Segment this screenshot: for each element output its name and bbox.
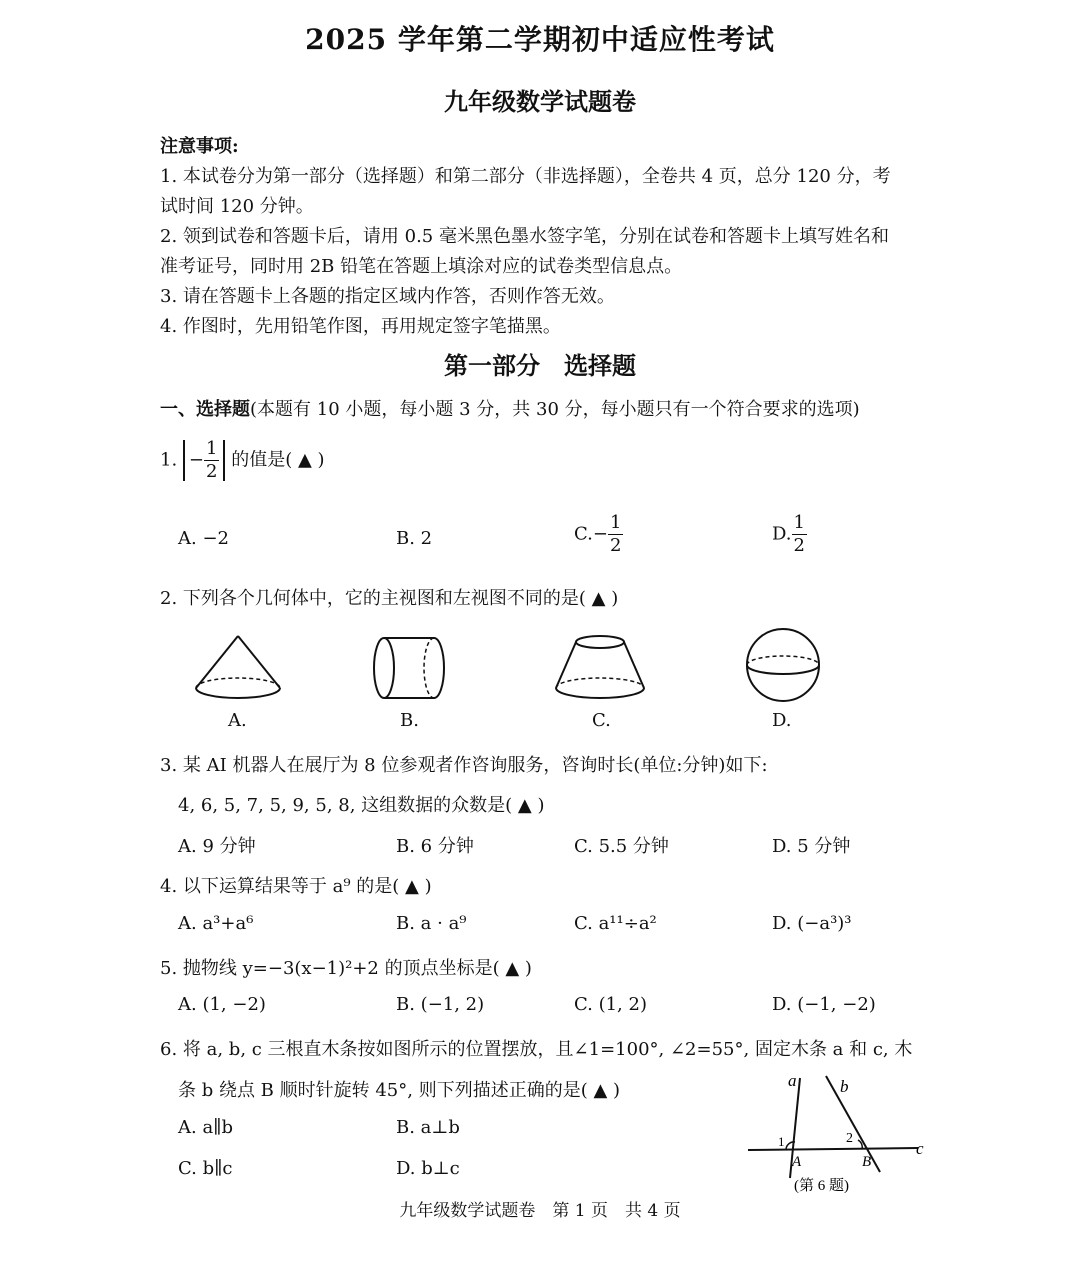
- q6-option-b: B. a⊥b: [396, 1117, 460, 1138]
- q1-option-c-num: 1: [609, 512, 622, 533]
- q3-option-a: A. 9 分钟: [178, 836, 256, 857]
- section-heading-line: [160, 395, 860, 421]
- q4-option-b: B. a · a⁹: [396, 913, 467, 934]
- note-line: 准考证号，同时用 2B 铅笔在答题上填涂对应的试卷类型信息点。: [160, 256, 683, 277]
- fig-label-1: 1: [778, 1134, 785, 1149]
- q1-option-d: [772, 514, 807, 555]
- q4-option-c: C. a¹¹÷a²: [574, 913, 657, 934]
- q5-option-b: B. (−1, 2): [396, 994, 485, 1015]
- note-line: 2. 领到试卷和答题卡后，请用 0.5 毫米黑色墨水签字笔，分别在试卷和答题卡上填写姓名和: [160, 226, 889, 247]
- q4-option-a: A. a³+a⁶: [178, 913, 254, 934]
- q1-option-d-den: 2: [793, 535, 805, 556]
- shape-label-c: C.: [592, 710, 611, 731]
- note-line: 试时间 120 分钟。: [160, 196, 314, 217]
- question-2: 2. 下列各个几何体中，它的主视图和左视图不同的是( ▲ ): [160, 588, 619, 609]
- q1-minus: −: [188, 449, 205, 471]
- cone-figure: [190, 630, 286, 702]
- note-line: 4. 作图时，先用铅笔作图，再用规定签字笔描黑。: [160, 316, 561, 337]
- fig-label-a: a: [788, 1072, 797, 1090]
- q4-option-d: D. (−a³)³: [772, 913, 852, 934]
- page-footer: 九年级数学试题卷 第 1 页 共 4 页: [399, 1201, 681, 1221]
- question-5: 5. 抛物线 y=−3(x−1)²+2 的顶点坐标是( ▲ ): [160, 958, 532, 979]
- exam-title: 2025 学年第二学期初中适应性考试: [305, 23, 775, 56]
- question-3: 3. 某 AI 机器人在展厅为 8 位参观者作咨询服务，咨询时长(单位:分钟)如下:: [160, 755, 768, 776]
- question-6: 6. 将 a, b, c 三根直木条按如图所示的位置摆放，且∠1=100°, ∠2=55°, 固定木条 a 和 c, 木: [160, 1039, 913, 1060]
- sphere-figure: [742, 624, 824, 706]
- q1-denominator: 2: [206, 461, 218, 482]
- q1-option-b: B. 2: [396, 528, 433, 549]
- question-3-data: 4, 6, 5, 7, 5, 9, 5, 8, 这组数据的众数是( ▲ ): [178, 795, 545, 816]
- q1-option-d-num: 1: [793, 512, 805, 533]
- question-1: [160, 440, 325, 481]
- q6-option-a: A. a∥b: [178, 1117, 234, 1138]
- exam-subtitle: 九年级数学试题卷: [444, 87, 636, 116]
- section-heading: 一、选择题: [160, 399, 250, 420]
- absolute-value: [183, 440, 226, 481]
- q5-option-a: A. (1, −2): [178, 994, 266, 1015]
- q5-option-d: D. (−1, −2): [772, 994, 876, 1015]
- q1-fraction: [204, 440, 219, 481]
- section-title: 第一部分 选择题: [444, 351, 636, 380]
- fig-label-b: b: [840, 1077, 849, 1096]
- q3-option-c: C. 5.5 分钟: [574, 836, 669, 857]
- q6-figure: [740, 1072, 940, 1200]
- q5-option-c: C. (1, 2): [574, 994, 647, 1015]
- q1-option-c-prefix: C.−: [574, 523, 608, 545]
- q6-option-c: C. b∥c: [178, 1158, 233, 1179]
- q1-option-c-den: 2: [609, 535, 622, 556]
- note-line: 1. 本试卷分为第一部分（选择题）和第二部分（非选择题），全卷共 4 页，总分 120 分，考: [160, 166, 891, 187]
- q1-text: 的值是( ▲ ): [231, 449, 325, 471]
- cylinder-figure: [370, 632, 450, 704]
- shape-label-d: D.: [772, 710, 792, 731]
- fig-label-B: B: [862, 1154, 872, 1170]
- section-desc: (本题有 10 小题，每小题 3 分，共 30 分，每小题只有一个符合要求的选项): [250, 399, 860, 420]
- note-line: 3. 请在答题卡上各题的指定区域内作答，否则作答无效。: [160, 286, 615, 307]
- q1-option-c: [574, 514, 623, 555]
- q1-option-d-fraction: [792, 514, 807, 555]
- shape-label-b: B.: [400, 710, 419, 731]
- q3-option-d: D. 5 分钟: [772, 836, 851, 857]
- notes-heading: 注意事项:: [160, 136, 239, 157]
- frustum-figure: [550, 632, 650, 704]
- q6-option-d: D. b⊥c: [396, 1158, 460, 1179]
- q1-option-d-prefix: D.: [772, 523, 792, 545]
- shape-label-a: A.: [228, 710, 247, 731]
- q3-option-b: B. 6 分钟: [396, 836, 474, 857]
- fig-label-2: 2: [846, 1131, 853, 1146]
- fig-label-A: A: [792, 1154, 802, 1170]
- q1-option-a: A. −2: [178, 528, 229, 549]
- question-6-cont: 条 b 绕点 B 顺时针旋转 45°, 则下列描述正确的是( ▲ ): [178, 1080, 621, 1101]
- fig-caption: (第 6 题): [794, 1178, 849, 1194]
- question-4: 4. 以下运算结果等于 a⁹ 的是( ▲ ): [160, 876, 432, 897]
- fig-label-c: c: [916, 1139, 924, 1158]
- q1-option-c-fraction: [608, 514, 623, 555]
- q1-number: 1.: [160, 449, 178, 471]
- q1-numerator: 1: [206, 438, 218, 459]
